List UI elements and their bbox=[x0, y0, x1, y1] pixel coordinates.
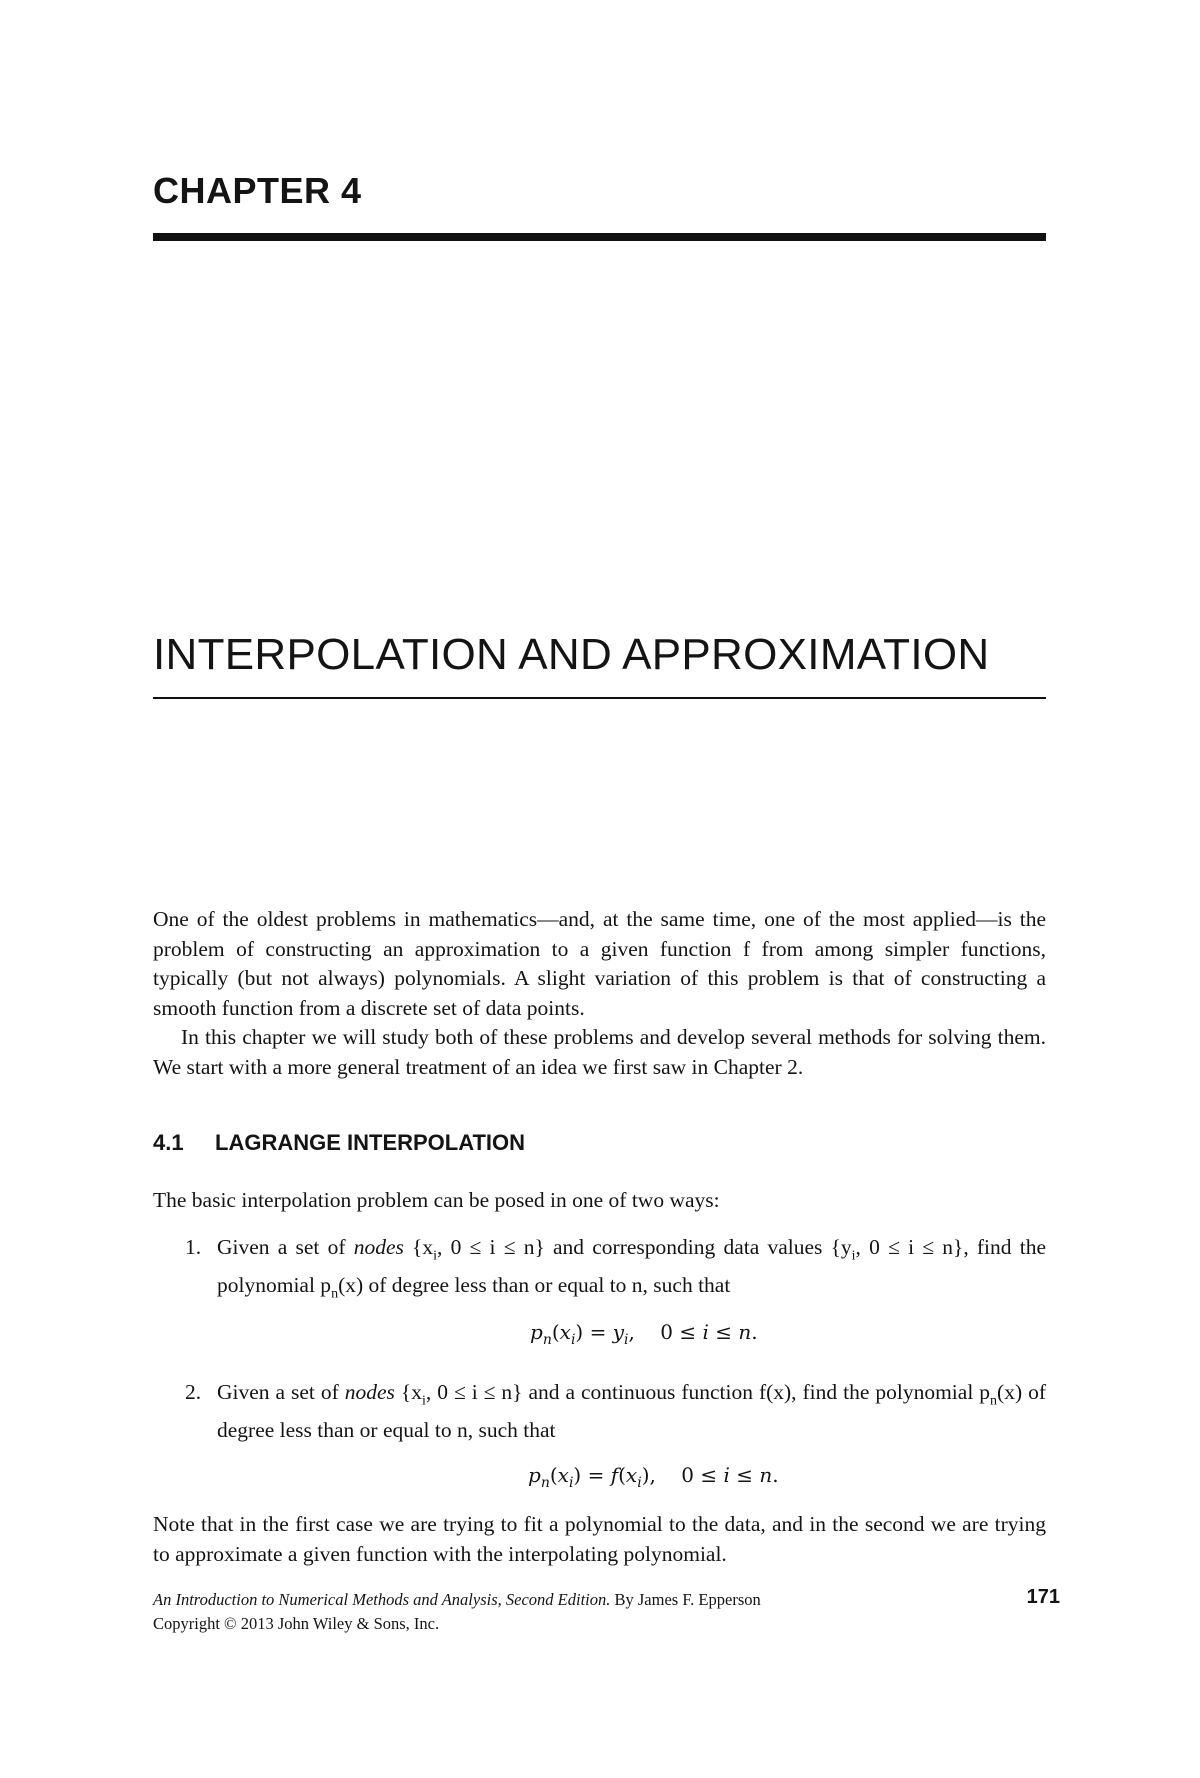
note-paragraph bbox=[153, 1510, 1046, 1569]
footer-book-title: An Introduction to Numerical Methods and Analysis, Second Edition. bbox=[153, 1590, 611, 1609]
lead-sentence: The basic interpolation problem can be posed in one of two ways: bbox=[153, 1188, 720, 1212]
list-marker: 2. bbox=[185, 1380, 202, 1404]
chapter-rule-thin bbox=[153, 697, 1046, 699]
display-equation-2: $p_n(x_i) = f(x_i)$, 0 ≤ i ≤ n. bbox=[528, 1463, 779, 1491]
chapter-rule-thick bbox=[153, 233, 1046, 241]
page-number: 171 bbox=[1026, 1586, 1060, 1608]
list-item bbox=[185, 1378, 1046, 1445]
list-marker: 1. bbox=[185, 1235, 202, 1259]
item-text-segment: (x) of degree less than or equal to n, such that bbox=[338, 1272, 731, 1297]
item-text-segment: , 0 ≤ i ≤ n}, find the polynomial p bbox=[217, 1235, 1046, 1297]
item-emphasis: nodes bbox=[353, 1235, 404, 1259]
list-item-text: Given a set of nodes {$x_i$, 0 ≤ i ≤ n} and a continuous function f(x), find the polynomial $p_n(x)$ of degree less than or equal to n, such that bbox=[217, 1380, 1046, 1442]
list-item bbox=[185, 1233, 1046, 1309]
intro-paragraph-1 bbox=[153, 905, 1046, 1023]
intro-paragraph-2-text: In this chapter we will study both of these problems and develop several methods for solving them. We start with a more general treatment of an idea we first saw in Chapter 2. bbox=[153, 1025, 1046, 1079]
item-text-segment: {x bbox=[394, 1380, 422, 1404]
chapter-title: INTERPOLATION AND APPROXIMATION bbox=[153, 630, 990, 679]
item-text-segment: , 0 ≤ i ≤ n} and a continuous function f(x), find the polynomial p bbox=[425, 1380, 991, 1404]
item-text-segment: Given a set of bbox=[217, 1235, 354, 1259]
note-paragraph-text: Note that in the first case we are trying to fit a polynomial to the data, and in the second we are trying to approximate a given function with the interpolating polynomial. bbox=[153, 1512, 1046, 1566]
intro-paragraph-2 bbox=[153, 1023, 1046, 1082]
display-equation-1: $p_n(x_i) = y_i$, 0 ≤ i ≤ n. bbox=[530, 1320, 758, 1348]
item-emphasis: nodes bbox=[344, 1380, 395, 1404]
section-heading bbox=[153, 1130, 525, 1156]
item-text-segment: Given a set of bbox=[217, 1380, 345, 1404]
footer-book-citation bbox=[153, 1590, 761, 1610]
list-item-text: Given a set of nodes {$x_i$, 0 ≤ i ≤ n} and corresponding data values {$y_i$, 0 ≤ i ≤ n}, find the polynomial $p_n(x)$ of degree less than or equal to n, such that bbox=[217, 1235, 1046, 1302]
intro-paragraph-1-text: One of the oldest problems in mathematics—and, at the same time, one of the most applied—is the problem of constructing an approximation to a given function f from among simpler functions, typically (but not always) polynomials. A slight variation of this problem is that of constructing a smooth function from a discrete set of data points. bbox=[153, 907, 1046, 1020]
item-text-segment: (x) of degree less than or equal to n, such that bbox=[217, 1380, 1046, 1442]
section-number: 4.1 bbox=[153, 1130, 184, 1155]
item-text-segment: , 0 ≤ i ≤ n} and corresponding data values {y bbox=[437, 1235, 852, 1259]
chapter-label: CHAPTER 4 bbox=[153, 170, 362, 211]
footer-copyright: Copyright © 2013 John Wiley & Sons, Inc. bbox=[153, 1614, 440, 1633]
section-title: LAGRANGE INTERPOLATION bbox=[215, 1130, 526, 1155]
footer-author: By James F. Epperson bbox=[610, 1590, 761, 1609]
item-text-segment: {x bbox=[403, 1235, 434, 1259]
